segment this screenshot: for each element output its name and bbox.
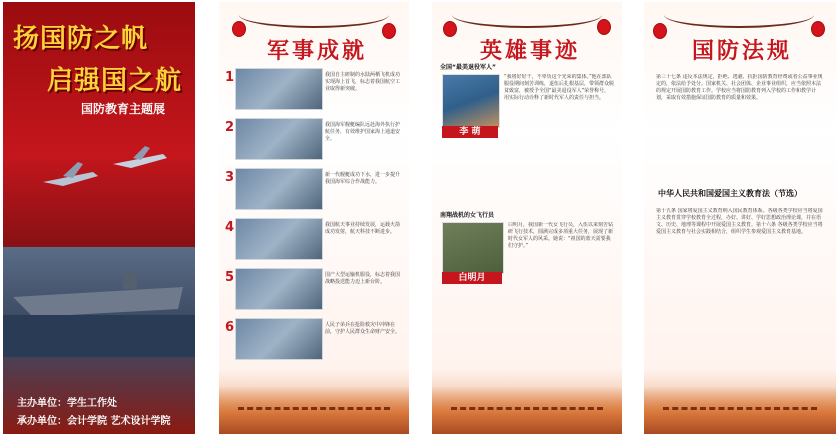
achievement-photo xyxy=(235,118,323,160)
item-number: 1 xyxy=(225,70,235,85)
law-text-2: 第十五条 国家将爱国主义教育纳入国民教育体系。各级各类学校应当将爱国主义教育贯穿学校教育全过程，办好、讲好、学好思想政治理论课，并在语文、历史、地理等课程中开展爱国主义教育。第十六条 各级各类学校应当将爱国主义教育与社会实践相结合，组织学生参观爱国主义教育基地。 xyxy=(656,208,823,235)
cover-title-line2: 启强国之航 xyxy=(47,66,183,96)
hero1-subtitle: 全国“最美退役军人” xyxy=(440,64,496,71)
plum-branch xyxy=(664,2,814,28)
lantern-icon xyxy=(654,24,666,38)
great-wall-decoration xyxy=(644,386,836,434)
great-wall-decoration xyxy=(219,386,409,434)
poster-cover xyxy=(3,2,195,434)
hero1-story: “我将好好干，不辜负这个光荣的集体。”他在部队服役期间刻苦训练，退伍后扎根基层，带领群众脱贫致富，被授予全国“最美退役军人”荣誉称号，用实际行动诠释了新时代军人的责任与担当。 xyxy=(504,74,614,101)
poster-hero-stories xyxy=(432,2,622,434)
aircraft-carrier-illustration xyxy=(3,247,195,357)
item-number: 2 xyxy=(225,120,235,135)
hero1-name: 李 萌 xyxy=(442,126,498,138)
law-heading: 中华人民共和国爱国主义教育法（节选） xyxy=(658,189,802,198)
achievement-caption: 我国航天事业持续发展，运载火箭成功发射，航天科技不断进步。 xyxy=(325,222,401,235)
hero1-photo xyxy=(442,74,500,128)
item-number: 4 xyxy=(225,220,235,235)
achievement-caption: 新一代舰艇成功下水，进一步提升我国海军综合作战能力。 xyxy=(325,172,401,185)
achievement-caption: 人民子弟兵在抢险救灾中冲锋在前，守护人民群众生命财产安全。 xyxy=(325,322,401,335)
page-title: 军事成就 xyxy=(267,38,368,64)
lantern-icon xyxy=(812,22,824,36)
achievement-caption: 我国自主研制的水陆两栖飞机成功实现海上首飞，标志着我国航空工业取得新突破。 xyxy=(325,72,401,92)
item-number: 3 xyxy=(225,170,235,185)
achievement-photo xyxy=(235,218,323,260)
achievement-caption: 我国海军舰艇编队远赴海外执行护航任务，有效维护国家海上通道安全。 xyxy=(325,122,401,142)
great-wall-decoration xyxy=(432,386,622,434)
law-text-1: 第三十七条 违反本法规定，拒绝、逃避、抗拒国防教育经费或者公益事业规定的，依法给予处分。国家机关、社会团体、企业事业组织，应当依照本法的规定开展国防教育工作。学校应当将国防教育列入学校的工作和教学计划，采取有效措施保证国防教育的质量和效果。 xyxy=(656,74,823,101)
achievement-photo xyxy=(235,68,323,110)
jets-illustration xyxy=(23,142,183,212)
item-number: 6 xyxy=(225,320,235,335)
hero2-subtitle: 南翔战机的女飞行员 xyxy=(440,212,495,219)
achievement-photo xyxy=(235,268,323,310)
plum-branch xyxy=(239,2,389,28)
plum-branch xyxy=(452,2,602,28)
achievement-caption: 国产大型运输机服役，标志着我国战略投送能力迈上新台阶。 xyxy=(325,272,401,285)
host-unit: 主办单位：学生工作处 xyxy=(17,398,117,409)
hero2-photo xyxy=(442,222,504,274)
organizer-unit: 承办单位：会计学院 艺术设计学院 xyxy=(17,416,171,427)
hero2-story: 白明月，我国新一代女飞行员，入伍以来刻苦钻研飞行技术，圆满完成多项重大任务，展现了新时代女军人的风采。她说：“祖国的蓝天需要我们守护。” xyxy=(508,222,614,249)
poster-military-achievements xyxy=(219,2,409,434)
achievement-photo xyxy=(235,318,323,360)
lantern-icon xyxy=(598,20,610,34)
item-number: 5 xyxy=(225,270,235,285)
lantern-icon xyxy=(383,24,395,38)
page-title: 国防法规 xyxy=(692,38,793,64)
page-title: 英雄事迹 xyxy=(480,38,581,64)
cover-title-line1: 扬国防之帆 xyxy=(13,24,149,54)
lantern-icon xyxy=(444,22,456,36)
hero2-name: 白明月 xyxy=(442,272,502,284)
poster-defense-laws xyxy=(644,2,836,434)
lantern-icon xyxy=(233,22,245,36)
cover-subtitle: 国防教育主题展 xyxy=(81,102,166,116)
achievement-photo xyxy=(235,168,323,210)
carrier-scene xyxy=(3,247,195,357)
